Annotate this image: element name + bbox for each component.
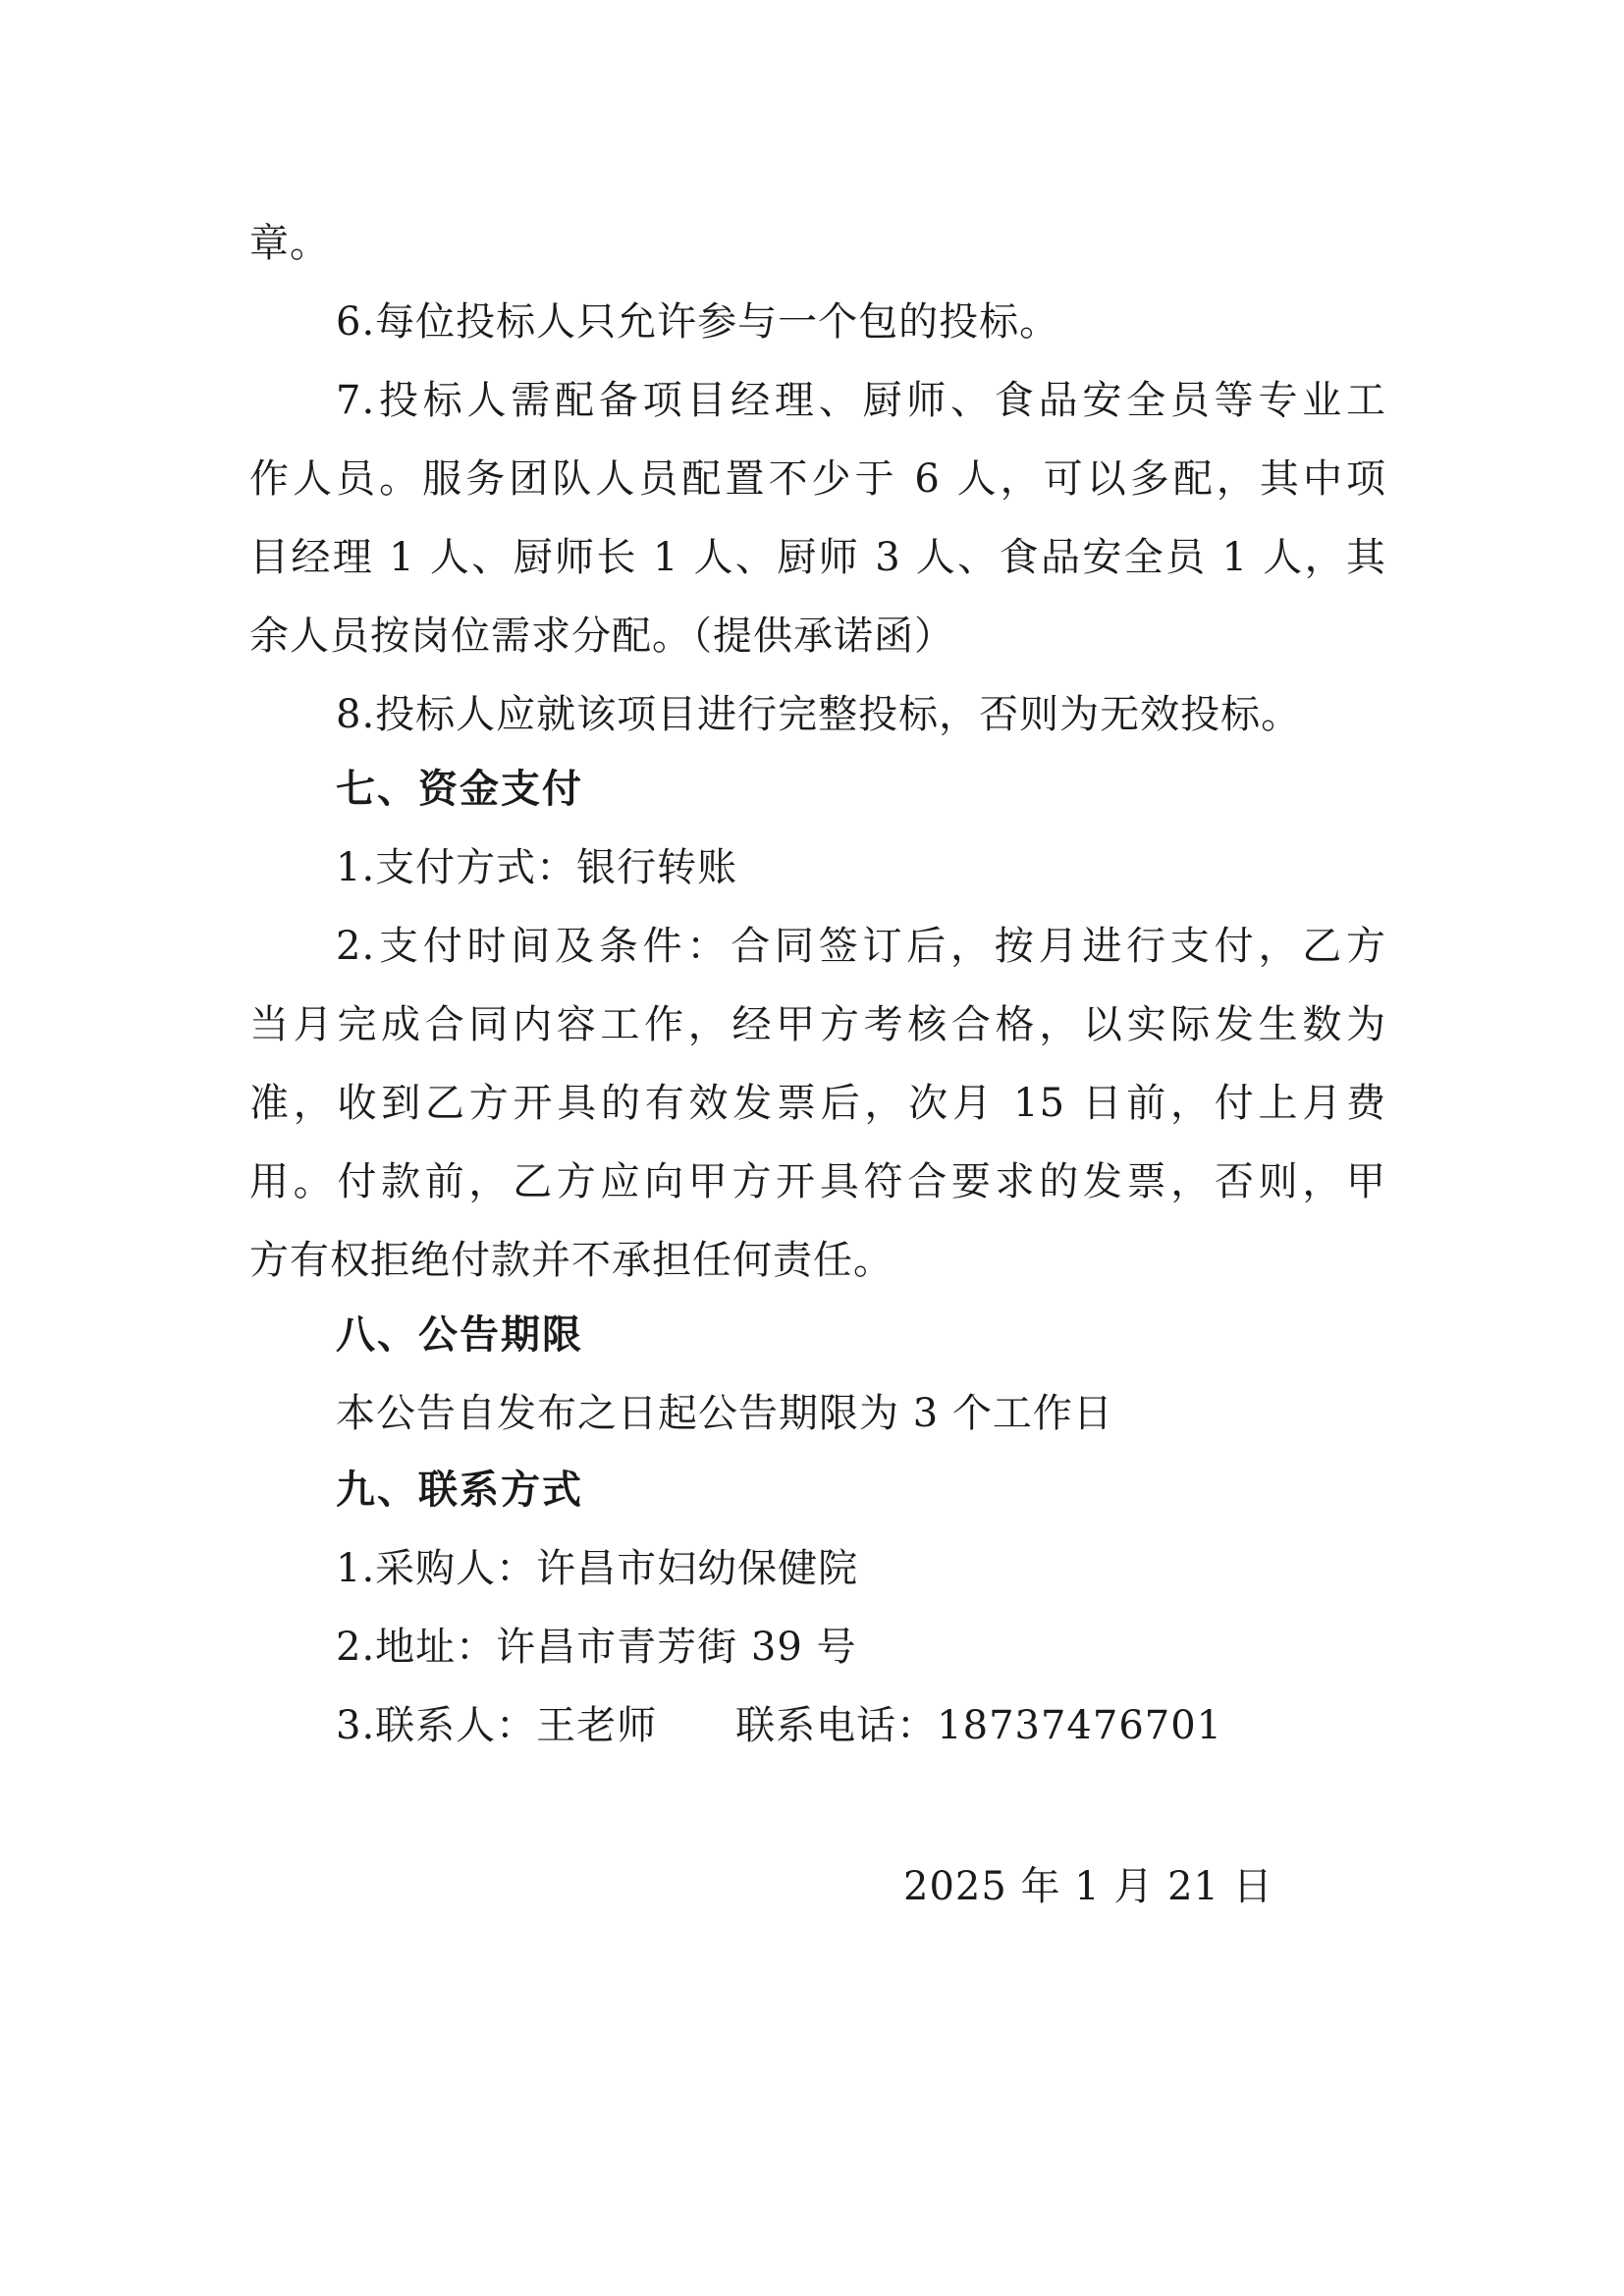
section-heading: 七、资金支付	[336, 767, 583, 812]
paragraph-line: 7.投标人需配备项目经理、厨师、食品安全员等专业工	[336, 378, 1386, 423]
paragraph-line: 作人员。服务团队人员配置不少于 6 人，可以多配，其中项	[249, 456, 1386, 502]
contact-person: 3.联系人：王老师	[336, 1703, 658, 1748]
section-heading: 八、公告期限	[336, 1312, 583, 1358]
document-date: 2025 年 1 月 21 日	[903, 1864, 1273, 1909]
paragraph-line: 目经理 1 人、厨师长 1 人、厨师 3 人、食品安全员 1 人，其	[249, 535, 1386, 580]
section-heading: 九、联系方式	[336, 1468, 583, 1513]
paragraph-line: 2.地址：许昌市青芳街 39 号	[336, 1625, 857, 1670]
paragraph-line: 6.每位投标人只允许参与一个包的投标。	[336, 299, 1060, 345]
contact-line	[336, 1702, 1473, 1749]
paragraph-line: 2.支付时间及条件：合同签订后，按月进行支付，乙方	[336, 924, 1386, 969]
paragraph-line: 1.支付方式：银行转账	[336, 845, 738, 890]
paragraph-line: 章。	[249, 221, 330, 266]
paragraph-line: 8.投标人应就该项目进行完整投标，否则为无效投标。	[336, 692, 1302, 737]
paragraph-line: 方有权拒绝付款并不承担任何责任。	[249, 1238, 893, 1283]
paragraph-line: 当月完成合同内容工作，经甲方考核合格，以实际发生数为	[249, 1002, 1386, 1047]
paragraph-line: 用。付款前，乙方应向甲方开具符合要求的发票，否则，甲	[249, 1159, 1386, 1204]
paragraph-line: 余人员按岗位需求分配。（提供承诺函）	[249, 614, 954, 659]
paragraph-line: 1.采购人：许昌市妇幼保健院	[336, 1546, 859, 1591]
contact-phone: 联系电话：18737476701	[735, 1703, 1223, 1748]
paragraph-line: 准，收到乙方开具的有效发票后，次月 15 日前，付上月费	[249, 1081, 1386, 1126]
paragraph-line: 本公告自发布之日起公告期限为 3 个工作日	[336, 1391, 1113, 1436]
